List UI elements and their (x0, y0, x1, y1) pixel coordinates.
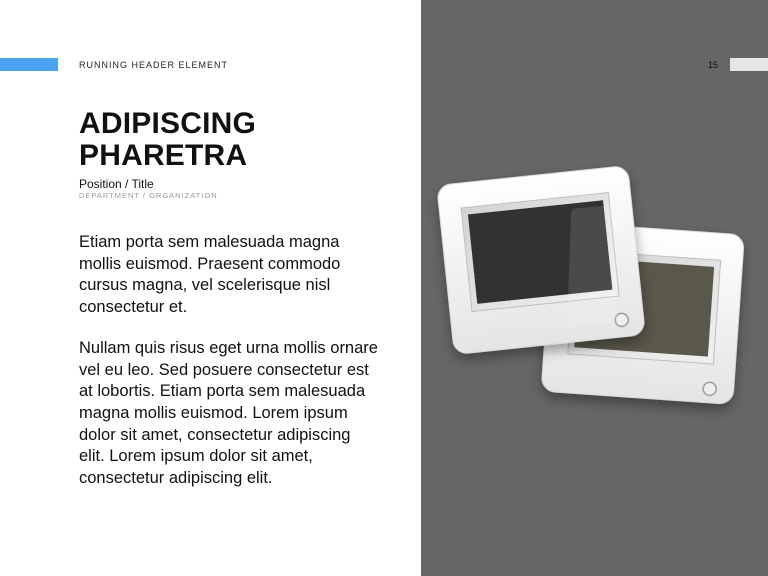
position-title: Position / Title (79, 177, 154, 191)
body-text (79, 232, 379, 509)
photo-slides-icon (421, 0, 768, 576)
department-organization: DEPARTMENT / ORGANIZATION (79, 191, 218, 200)
running-header: RUNNING HEADER ELEMENT (79, 60, 229, 70)
page-number: 15 (708, 60, 719, 70)
paragraph-1: Etiam porta sem malesuada magna mollis euismod. Praesent commodo cursus magna, vel scelerisque nisl consectetur et. (79, 233, 341, 317)
accent-bar (0, 58, 58, 71)
title-line-1: ADIPISCING (79, 107, 257, 140)
glare (567, 205, 617, 328)
page-title (79, 108, 256, 172)
title-line-2: PHARETRA (79, 139, 248, 172)
paragraph-2: Nullam quis risus eget urna mollis ornare vel eu leo. Sed posuere consectetur est at lobortis. Etiam porta sem malesuada magna mollis euismod. Lorem ipsum dolor sit amet, consectetur adipiscing elit. Lorem ipsum dolor sit amet, consectetur adipiscing elit. (79, 338, 378, 488)
